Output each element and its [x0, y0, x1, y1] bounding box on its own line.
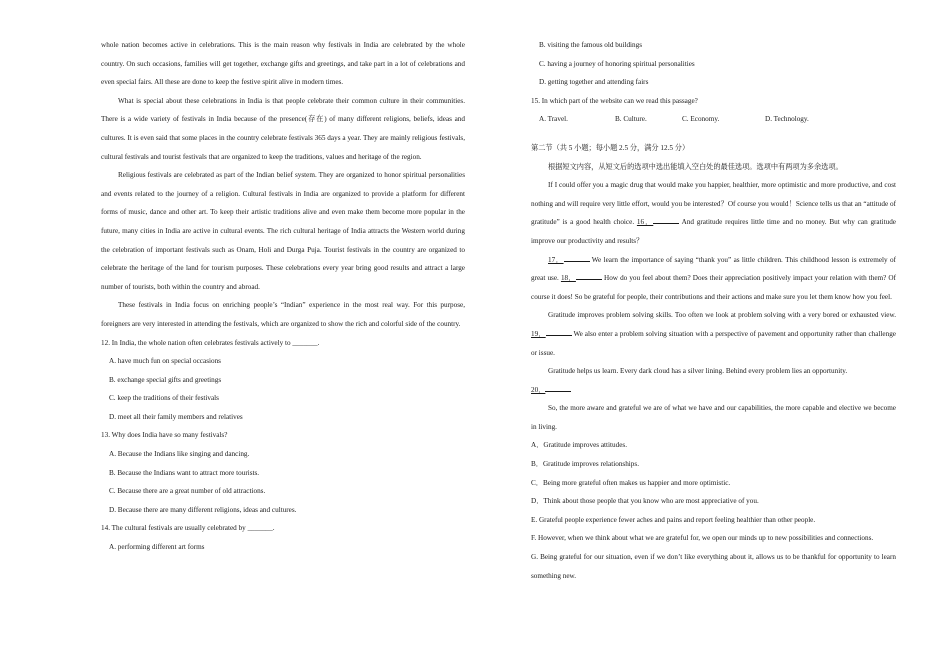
cloze-blank-20-line [531, 381, 896, 400]
question-12 [101, 334, 465, 353]
question-13-option-b: B. Because the Indians want to attract more tourists. [109, 468, 260, 477]
passage-paragraph-3: Religious festivals are celebrated as part of the Indian belief system. They are organized to honor spiritual personalities and events related to the journey of a religion. Cultural festivals in India are organized to provide a platform for different forms of music, dance and other art. To keep their artistic traditions alive and even make them become more popular in the future, many cities in India are active in cultural events. The rich cultural heritage of India attracts the Western world during the celebration of important festivals such as Onam, Holi and Durga Puja. Tourist festivals in the country are organized to celebrate the heritage of the land for tourism purposes. These celebrations every year bring good results and attract a large number of tourists, both within the country and abroad. [101, 171, 465, 291]
question-15-option-a: A. Travel. [539, 115, 568, 124]
blank-18-line [576, 271, 602, 280]
right-column [531, 0, 896, 585]
blank-16: 16． [636, 218, 654, 227]
left-column [101, 0, 465, 557]
cloze-paragraph-5: So, the more aware and grateful we are of what we have and our capabilities, the more capable and elective we become in living. [531, 404, 896, 431]
question-14-option-c: C. having a journey of honoring spiritual personalities [539, 59, 695, 68]
cloze-paragraph-3-a: Gratitude improves problem solving skills. Too often we look at problem solving with a very bored or exhausted view. [548, 311, 896, 320]
section-heading: 第二节（共 5 小题；每小题 2.5 分，满分 12.5 分） [531, 143, 690, 152]
blank-19: 19． [531, 329, 546, 338]
question-14-blank: _______. [247, 524, 275, 533]
option-c: C．Being more grateful often makes us happier and more optimistic. [531, 478, 731, 487]
question-15-option-d: D. Technology. [765, 115, 809, 124]
passage-paragraph-1: whole nation becomes active in celebrations. This is the main reason why festivals in India are celebrated by the whole country. On such occasions, families will get together, exchange gifts and greetings, and take part in a lot of celebrations and even special fairs. All these are done to keep the festive spirit alive in modern times. [101, 41, 465, 87]
blank-18: 18． [560, 274, 576, 283]
cloze-paragraph-1-b: And gratitude requires little time and no money. But why can gratitude improve our productivity and results？ [531, 218, 896, 245]
blank-17: 17． [548, 255, 564, 264]
blank-19-line [546, 327, 572, 336]
question-14-option-b: B. visiting the famous old buildings [539, 41, 643, 49]
cloze-paragraph-3-b: We also enter a problem solving situation with a perspective of pavement and opportunity rather than challenge or issue. [531, 329, 896, 357]
option-e: E. Grateful people experience fewer aches and pains and report feeling healthier than other people. [531, 515, 816, 524]
question-12-blank: _______. [292, 338, 320, 347]
blank-20: 20． [531, 385, 546, 394]
option-f: F. However, when we think about what we are grateful for, we open our minds up to new possibilities and connections. [531, 534, 874, 543]
question-14-option-a: A. performing different art forms [109, 543, 205, 552]
question-15: 15. In which part of the website can we read this passage? [531, 96, 698, 105]
question-13-option-c: C. Because there are a great number of old attractions. [109, 487, 266, 496]
cloze-paragraph-1-a: If I could offer you a magic drug that would make you happier, healthier, more optimistic and more productive, and cost nothing and will require very little effort, would you be interested？Of course you would！Science tells us that an “attitude of gratitude” is a good health choice. [531, 181, 896, 227]
question-15-option-b: B. Culture. [615, 115, 647, 124]
question-13: 13. Why does India have so many festivals? [101, 431, 228, 440]
question-13-option-d: D. Because there are many different religions, ideas and cultures. [109, 505, 297, 514]
option-g: G. Being grateful for our situation, even if we don’t like everything about it, allows us to be thankful for opportunity to learn something new. [531, 553, 896, 580]
option-d: D．Think about those people that you know who are most appreciative of you. [531, 497, 759, 506]
question-14-option-d: D. getting together and attending fairs [539, 78, 649, 87]
blank-20-line [545, 383, 571, 392]
passage-paragraph-2: What is special about these celebrations in India is that people celebrate their common culture in their communities. There is a wide variety of festivals in India because of the presence(存在) of many different religions, beliefs, ideas and cultures. It is even said that some places in the country celebrate festivals 365 days a year. They are mainly religious festivals, cultural festivals and tourist festivals that are organized to keep the traditions, values and heritage of the region. [101, 96, 465, 161]
question-12-option-b: B. exchange special gifts and greetings [109, 375, 222, 384]
cloze-paragraph-1 [531, 176, 896, 250]
option-a: A．Gratitude improves attitudes. [531, 441, 628, 450]
blank-16-line [653, 215, 679, 224]
blank-17-line [564, 253, 590, 262]
question-12-text: 12. In India, the whole nation often celebrates festivals actively to [101, 338, 291, 347]
cloze-paragraph-2-b: How do you feel about them? Does their appreciation positively impact your relation with them? Of course it does! So be grateful for people, their contributions and their actions and make sure you let them know how you feel. [531, 274, 897, 301]
cloze-paragraph-2-a: We learn the importance of saying “thank you” as little children. This childhood lesson is extremely of great use. [531, 255, 896, 283]
question-14-text: 14. The cultural festivals are usually celebrated by [101, 524, 246, 533]
question-14 [101, 519, 465, 538]
cloze-paragraph-4: Gratitude helps us learn. Every dark cloud has a silver lining. Behind every problem lies an opportunity. [548, 367, 848, 376]
question-12-option-a: A. have much fun on special occasions [109, 357, 221, 366]
section-instructions: 根据短文内容，从短文后的选项中选出能填入空白处的最佳选项。选项中有两项为多余选项。 [548, 162, 843, 171]
question-12-option-d: D. meet all their family members and relatives [109, 412, 243, 421]
passage-paragraph-4: These festivals in India focus on enriching people’s “Indian” experience in the most real way. For this purpose, foreigners are very interested in attending the festivals, which are organized to show the rich and colorful side of the country. [101, 301, 465, 328]
option-b: B．Gratitude improves relationships. [531, 460, 639, 469]
question-12-option-c: C. keep the traditions of their festivals [109, 394, 219, 403]
cloze-paragraph-2 [531, 251, 896, 307]
cloze-paragraph-3 [531, 306, 896, 362]
question-13-option-a: A. Because the Indians like singing and dancing. [109, 450, 250, 459]
question-15-options [531, 110, 896, 129]
question-15-option-c: C. Economy. [682, 115, 720, 124]
